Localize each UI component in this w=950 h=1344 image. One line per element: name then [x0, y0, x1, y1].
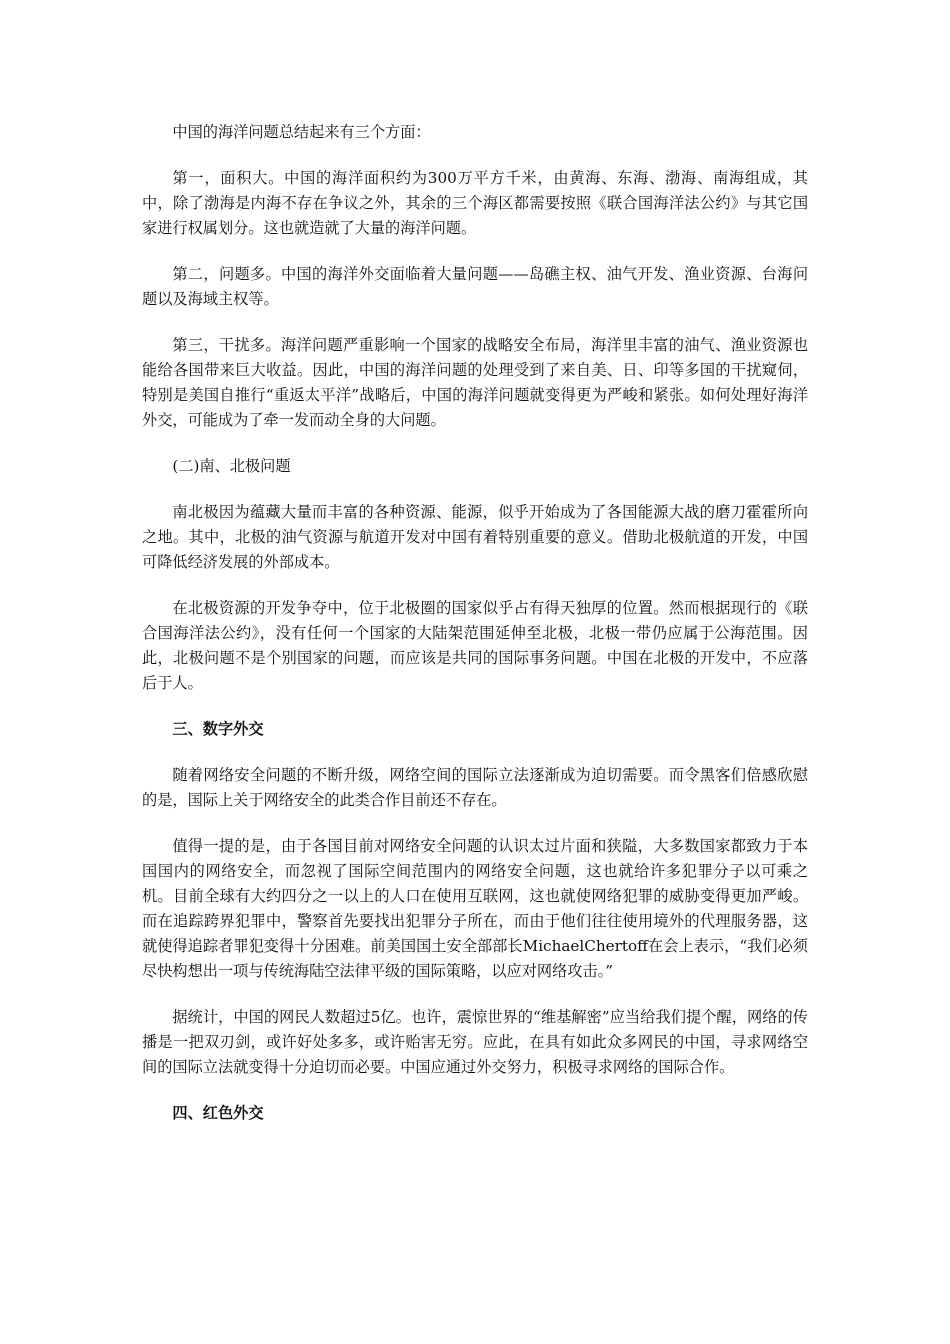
paragraph-cyber-legislation: 随着网络安全问题的不断升级，网络空间的国际立法逐渐成为迫切需要。而令黑客们倍感欣慰的是，国际上关于网络安全的此类合作目前还不存在。: [142, 766, 808, 809]
paragraph-ocean-summary: 中国的海洋问题总结起来有三个方面：: [172, 123, 431, 141]
subheading-polar-issues: (二)南、北极问题: [172, 457, 291, 475]
paragraph-ocean-issues: 第二，问题多。中国的海洋外交面临着大量问题——岛礁主权、油气开发、渔业资源、台海问题以及海域主权等。: [142, 265, 808, 308]
paragraph-netizens: 据统计，中国的网民人数超过5亿。也许，震惊世界的“维基解密”应当给我们提个醒，网络的传播是一把双刃剑，或许好处多多，或许贻害无穷。应此，在具有如此众多网民的中国，寻求网络空间的国际立法就变得十分迫切而必要。中国应通过外交努力，积极寻求网络的国际合作。: [142, 1008, 808, 1076]
paragraph-ocean-area: 第一，面积大。中国的海洋面积约为300万平方千米，由黄海、东海、渤海、南海组成，其中，除了渤海是内海不存在争议之外，其余的三个海区都需要按照《联合国海洋法公约》与其它国家进行权属划分。这也就造就了大量的海洋问题。: [142, 169, 808, 237]
document-body: [142, 120, 808, 1147]
paragraph-polar-resources: 南北极因为蕴藏大量而丰富的各种资源、能源，似乎开始成为了各国能源大战的磨刀霍霍所向之地。其中，北极的油气资源与航道开发对中国有着特别重要的意义。借助北极航道的开发，中国可降低经济发展的外部成本。: [142, 503, 808, 571]
paragraph-ocean-interference: 第三，干扰多。海洋问题严重影响一个国家的战略安全布局，海洋里丰富的油气、渔业资源也能给各国带来巨大收益。因此，中国的海洋问题的处理受到了来自美、日、印等多国的干扰窥伺，特别是美国自推行“重返太平洋”战略后，中国的海洋问题就变得更为严峻和紧张。如何处理好海洋外交，可能成为了牵一发而动全身的大问题。: [142, 336, 808, 429]
paragraph-arctic-competition: 在北极资源的开发争夺中，位于北极圈的国家似乎占有得天独厚的位置。然而根据现行的《联合国海洋法公约》，没有任何一个国家的大陆架范围延伸至北极，北极一带仍应属于公海范围。因此，北极问题不是个别国家的问题，而应该是共同的国际事务问题。中国在北极的开发中，不应落后于人。: [142, 599, 808, 692]
heading-digital-diplomacy: 三、数字外交: [172, 720, 264, 738]
paragraph-cyber-security: 值得一提的是，由于各国目前对网络安全问题的认识太过片面和狭隘，大多数国家都致力于本国国内的网络安全，而忽视了国际空间范围内的网络安全问题，这也就给许多犯罪分子以可乘之机。目前全球有大约四分之一以上的人口在使用互联网，这也就使网络犯罪的威胁变得更加严峻。而在追踪跨界犯罪中，警察首先要找出犯罪分子所在，而由于他们往往使用境外的代理服务器，这就使得追踪者罪犯变得十分困难。前美国国土安全部部长MichaelChertoff在会上表示，“我们必须尽快构想出一项与传统海陆空法律平级的国际策略，以应对网络攻击。”: [142, 837, 808, 980]
heading-red-diplomacy: 四、红色外交: [172, 1104, 264, 1122]
